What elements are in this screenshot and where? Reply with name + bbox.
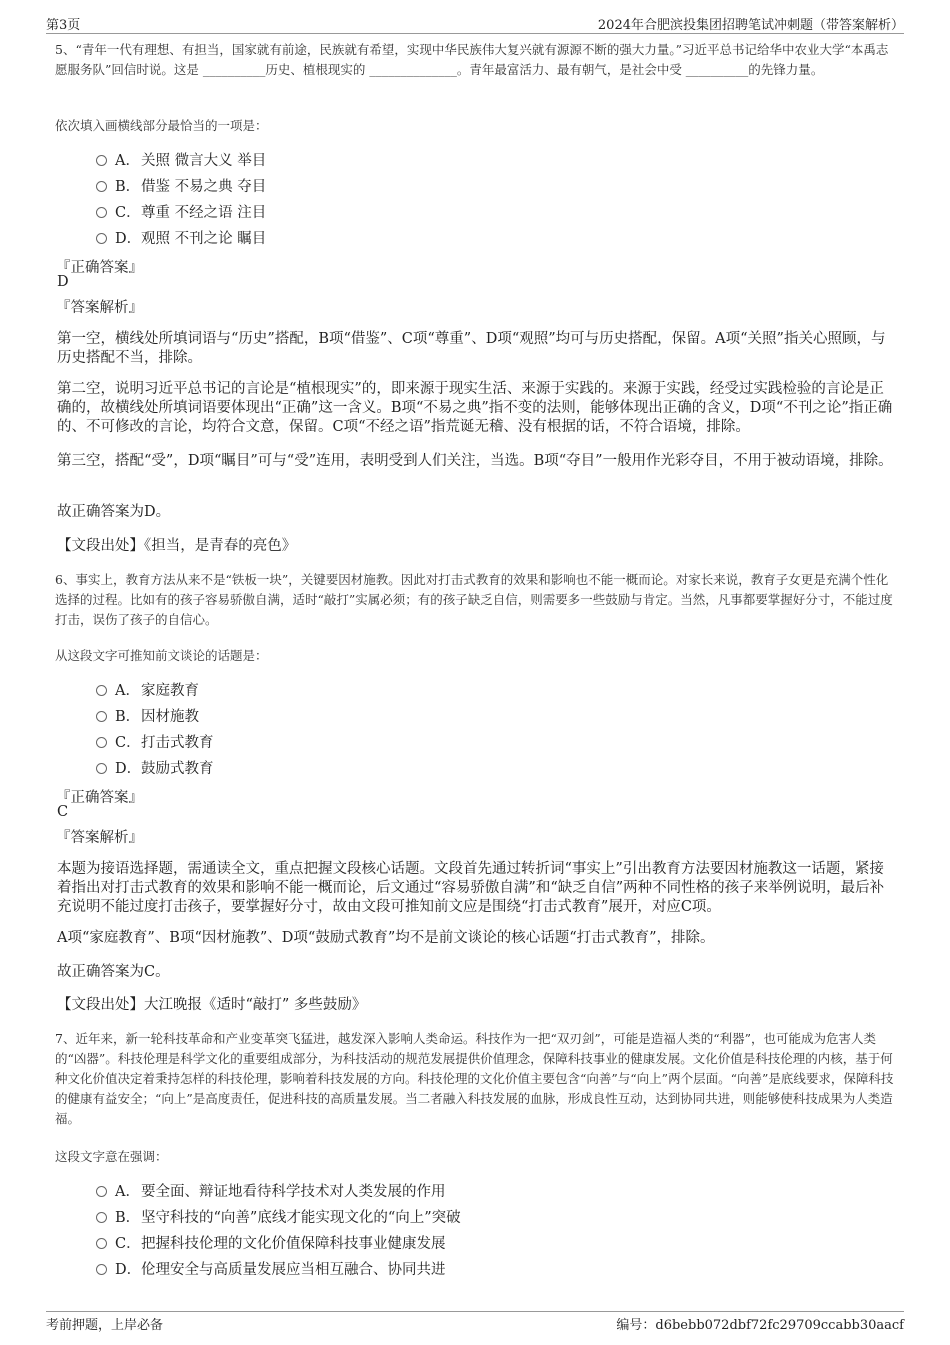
document-title: 2024年合肥滨投集团招聘笔试冲刺题（带答案解析）: [597, 18, 904, 33]
radio-icon[interactable]: [96, 207, 107, 218]
radio-icon[interactable]: [96, 1212, 107, 1223]
question-5-analysis-2: 第二空，说明习近平总书记的言论是“植根现实”的，即来源于现实生活、来源于实践的。来源于实践，经受过实践检验的言论是正确的，故横线处所填词语要体现出“正确”这一含义。B项“不易之典”指不变的法则，能够体现出正确的含义，D项“不刊之论”指正确的、不可修改的言论，均符合文意，保留。C项“不经之语”指荒诞无稽、没有根据的话，不符合语境，排除。: [57, 381, 893, 435]
question-6-analysis-2: A项“家庭教育”、B项“因材施教”、D项“鼓励式教育”均不是前文谈论的核心话题“打击式教育”，排除。: [57, 930, 715, 946]
footer-slogan: 考前押题，上岸必备: [46, 1318, 164, 1333]
radio-icon[interactable]: [96, 155, 107, 166]
question-7-option-d[interactable]: D．伦理安全与高质量发展应当相互融合、协同共进: [96, 1258, 446, 1280]
question-7-stem: 7、近年来，新一轮科技革命和产业变革突飞猛进，越发深入影响人类命运。科技作为一把“双刃剑”，可能是造福人类的“利器”，也可能成为危害人类的“凶器”。科技伦理是科学文化的重要组成部分，为科技活动的规范发展提供价值理念，保障科技事业的健康发展。文化价值是科技伦理的内核，基于何种文化价值决定着秉持怎样的科技伦理，影响着科技发展的方向。科技伦理的文化价值主要包含“向善”与“向上”两个层面。“向善”是底线要求，保障科技的健康有益安全；“向上”是高度责任，促进科技的高质量发展。当二者融入科技发展的血脉，形成良性互动，达到协同共进，则能够使科技成果为人类造福。: [55, 1031, 894, 1126]
page-footer: [46, 1314, 904, 1332]
question-5-option-d[interactable]: D．观照 不刊之论 瞩目: [96, 227, 266, 249]
radio-icon[interactable]: [96, 181, 107, 192]
question-6-answer: C: [57, 804, 69, 820]
question-6-stem: 6、事实上，教育方法从来不是“铁板一块”，关键要因材施教。因此对打击式教育的效果和影响也不能一概而论。对家长来说，教育子女更是充满个性化选择的过程。比如有的孩子容易骄傲自满，适时“敲打”实属必须；有的孩子缺乏自信，则需要多一些鼓励与肯定。当然，凡事都要掌握好分寸，不能过度打击，误伤了孩子的自信心。: [55, 572, 893, 627]
question-5-option-a[interactable]: A．关照 微言大义 举目: [96, 149, 266, 171]
question-5-stem: 5、“青年一代有理想、有担当，国家就有前途，民族就有希望，实现中华民族伟大复兴就有源源不断的强大力量。”习近平总书记给华中农业大学“本禹志愿服务队”回信时说。这是 __________历史、植根现实的 ______________。青年最富活力、最有朝气，是社会中受 __________的先锋力量。: [55, 42, 889, 77]
radio-icon[interactable]: [96, 1238, 107, 1249]
document-code: 编号：d6bebb072dbf72fc29709ccabb30aacf: [616, 1318, 904, 1333]
radio-icon[interactable]: [96, 737, 107, 748]
question-5-option-c[interactable]: C．尊重 不经之语 注目: [96, 201, 266, 223]
answer-analysis-label: 『答案解析』: [56, 300, 143, 316]
question-6-option-c[interactable]: C．打击式教育: [96, 731, 214, 753]
question-6-source: 【文段出处】大江晚报《适时“敲打” 多些鼓励》: [57, 997, 367, 1013]
question-6-analysis-1: 本题为接语选择题，需通读全文，重点把握文段核心话题。文段首先通过转折词“事实上”引出教育方法要因材施教这一话题，紧接着指出对打击式教育的效果和影响不能一概而论，后文通过“容易骄傲自满”和“缺乏自信”两种不同性格的孩子来举例说明，最后补充说明不能过度打击孩子，要掌握好分寸，故由文段可推知前文应是围绕“打击式教育”展开，对应C项。: [57, 861, 885, 915]
correct-answer-label: 『正确答案』: [56, 260, 143, 276]
footer-divider: [46, 1311, 904, 1312]
question-6-prompt: 从这段文字可推知前文谈论的话题是：: [55, 648, 268, 663]
radio-icon[interactable]: [96, 685, 107, 696]
page-header: [46, 14, 904, 32]
question-5-answer: D: [57, 274, 69, 290]
question-5-conclusion: 故正确答案为D。: [57, 504, 171, 520]
question-6-option-a[interactable]: A．家庭教育: [96, 679, 199, 701]
question-7-option-b[interactable]: B．坚守科技的“向善”底线才能实现文化的“向上”突破: [96, 1206, 461, 1228]
answer-analysis-label: 『答案解析』: [56, 830, 143, 846]
question-7-option-a[interactable]: A．要全面、辩证地看待科学技术对人类发展的作用: [96, 1180, 446, 1202]
correct-answer-label: 『正确答案』: [56, 790, 143, 806]
question-5-source: 【文段出处】《担当，是青春的亮色》: [57, 538, 297, 554]
page-number: 第3页: [46, 18, 81, 33]
radio-icon[interactable]: [96, 711, 107, 722]
radio-icon[interactable]: [96, 233, 107, 244]
header-divider: [46, 33, 904, 34]
question-6-option-b[interactable]: B．因材施教: [96, 705, 199, 727]
question-7-prompt: 这段文字意在强调：: [55, 1149, 168, 1164]
question-7-option-c[interactable]: C．把握科技伦理的文化价值保障科技事业健康发展: [96, 1232, 446, 1254]
question-5-prompt: 依次填入画横线部分最恰当的一项是：: [55, 118, 268, 133]
radio-icon[interactable]: [96, 763, 107, 774]
question-6-conclusion: 故正确答案为C。: [57, 964, 170, 980]
question-5-analysis-1: 第一空，横线处所填词语与“历史”搭配，B项“借鉴”、C项“尊重”、D项“观照”均可与历史搭配，保留。A项“关照”指关心照顾，与历史搭配不当，排除。: [57, 331, 886, 366]
radio-icon[interactable]: [96, 1264, 107, 1275]
question-5-option-b[interactable]: B．借鉴 不易之典 夺目: [96, 175, 266, 197]
question-5-analysis-3: 第三空，搭配“受”，D项“瞩目”可与“受”连用，表明受到人们关注，当选。B项“夺目”一般用作光彩夺目，不用于被动语境，排除。: [57, 453, 893, 469]
question-6-option-d[interactable]: D．鼓励式教育: [96, 757, 214, 779]
radio-icon[interactable]: [96, 1186, 107, 1197]
